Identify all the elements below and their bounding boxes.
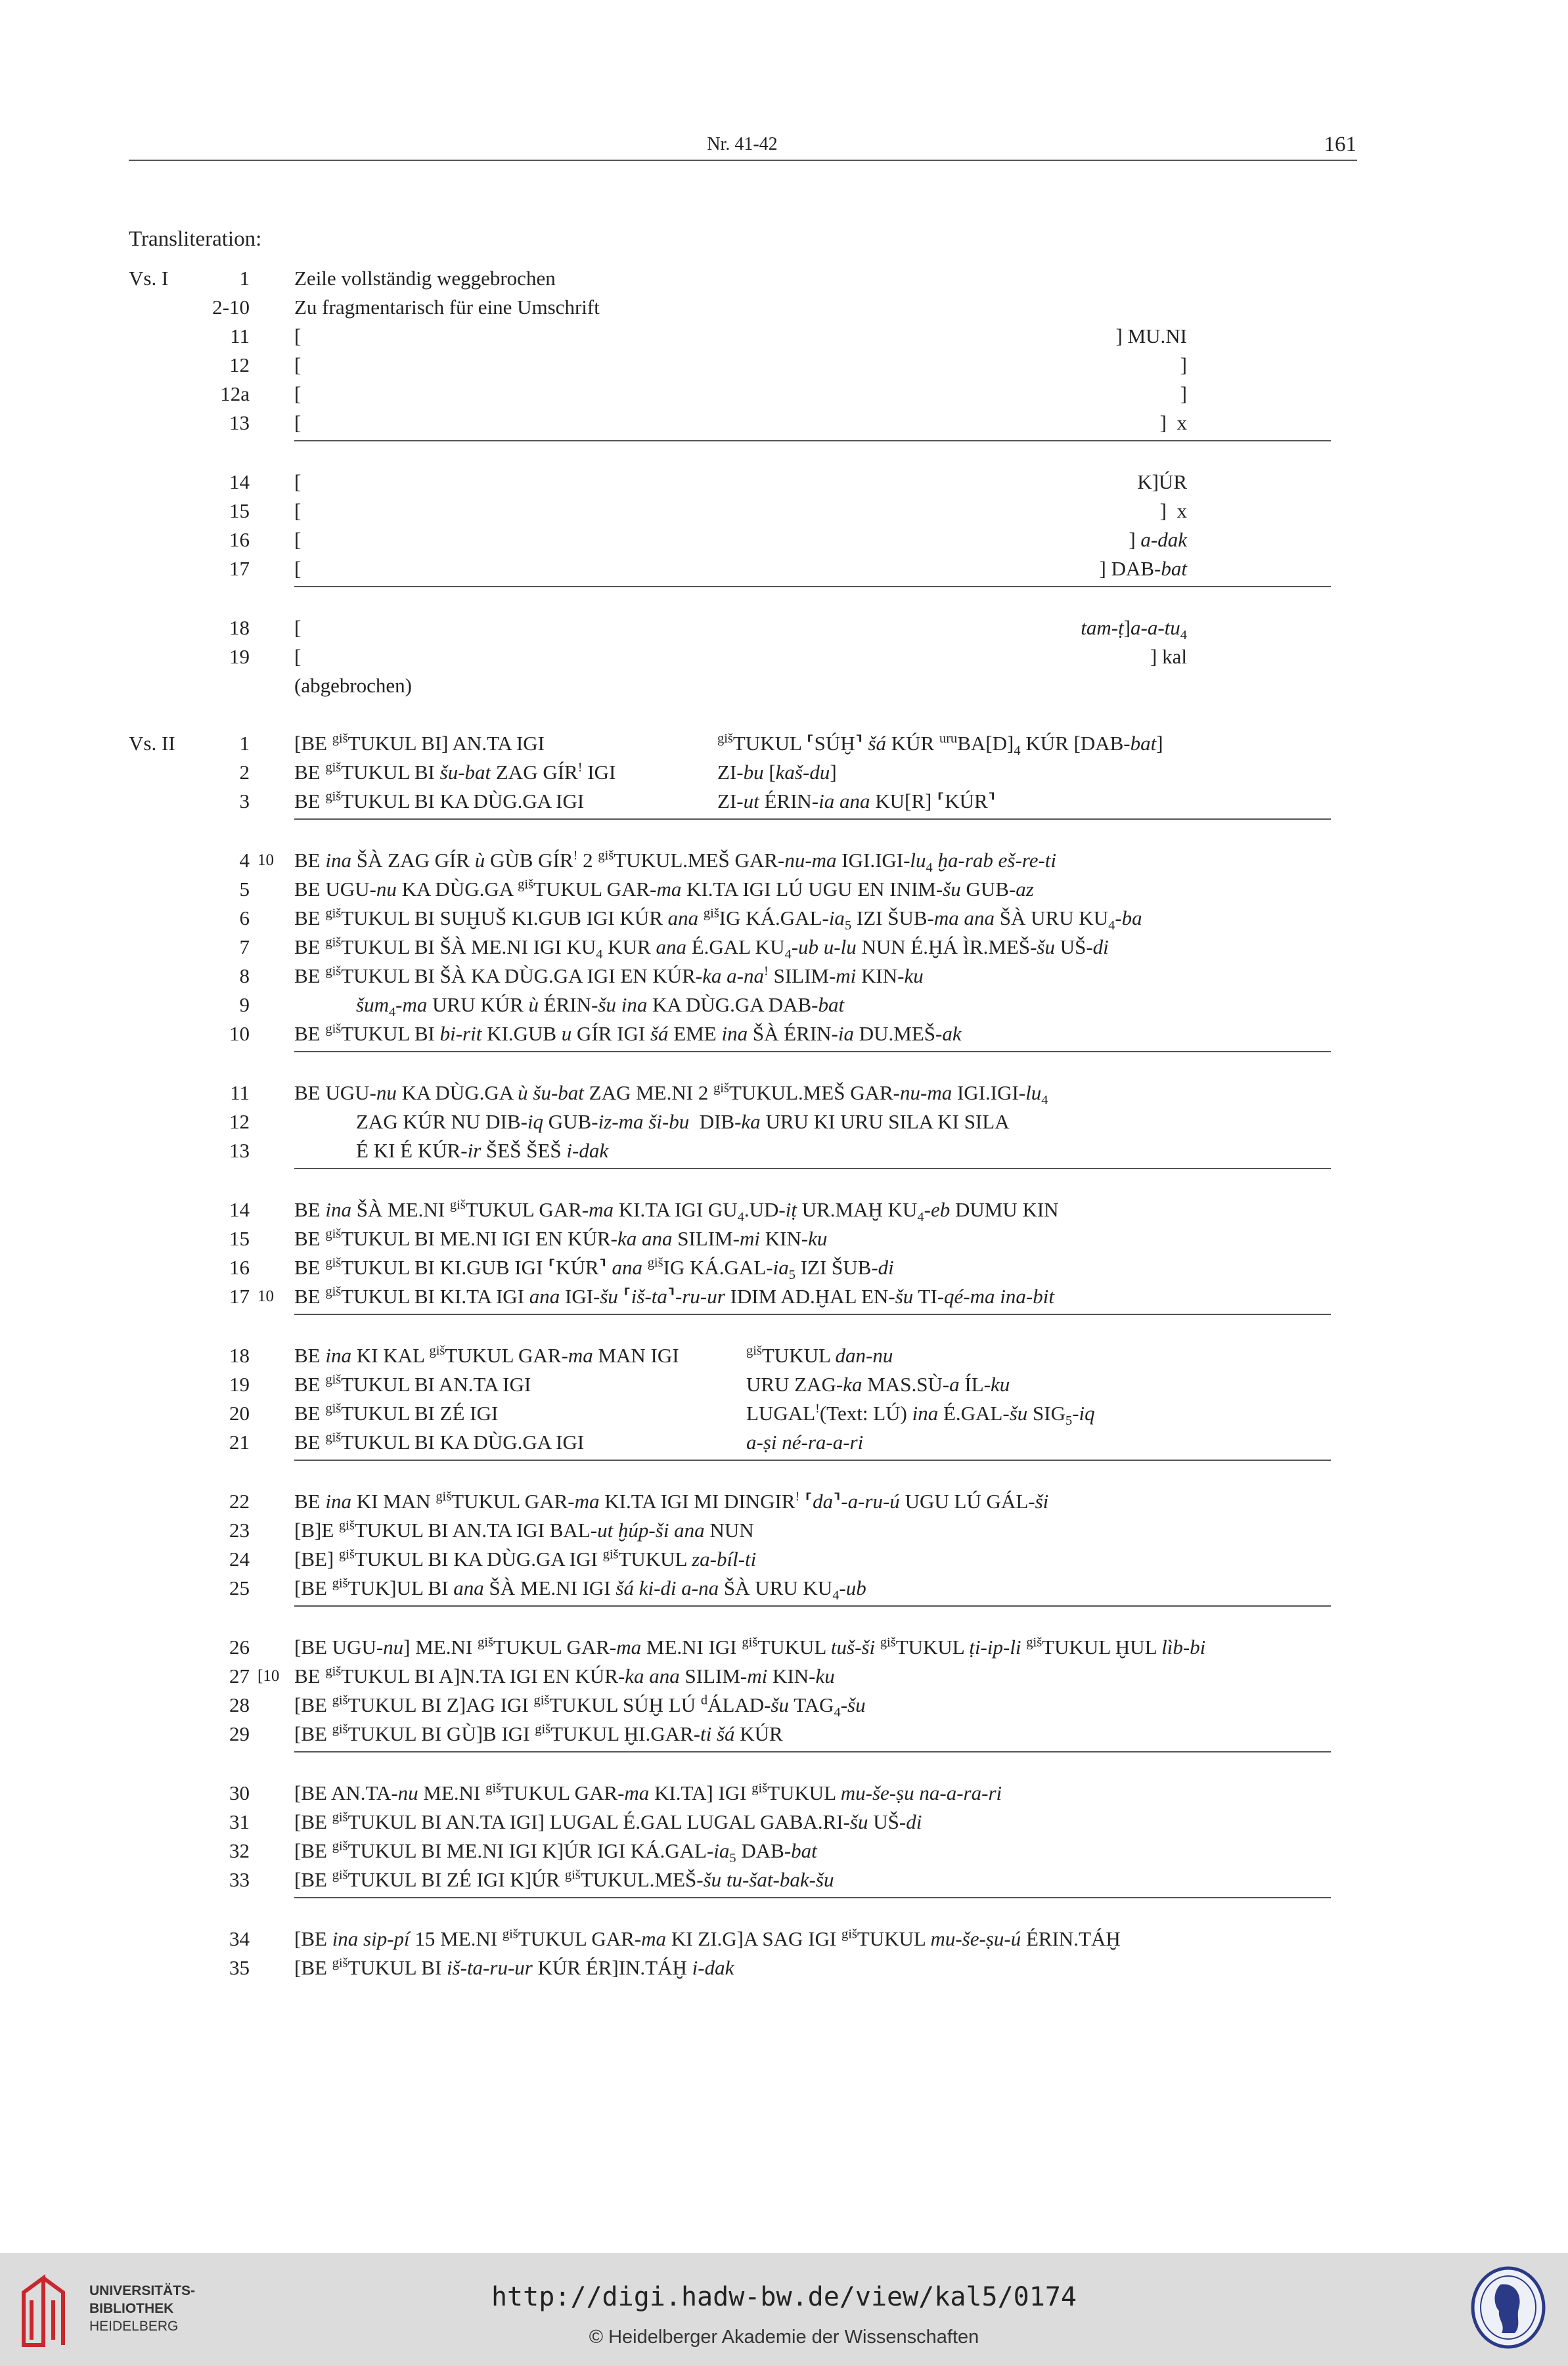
line: 19 [ ] kal [229,645,1187,668]
line: 32 [BE $^{giš}$TUKUL BI ME.NI IGI K]ÚR IGI $KÁ.GAL-ia_5$ DAB-bat [229,1839,817,1866]
line: 15 BE $^{giš}$TUKUL BI ME.NI IGI EN KÚR-ka ana SILIM-mi KIN-ku [229,1226,828,1250]
line: 14 BE ina ŠÀ ME.NI $^{giš}$TUKUL GAR-ma KI.TA IGI $GU_4.UD-iṭ$ UR.MAḪ $KU_4-eb$ DUMU KIN [229,1197,1059,1225]
line: 24 [BE] $^{giš}$TUKUL BI KA DÙG.GA IGI $^{giš}$TUKUL za-bíl-ti [229,1547,757,1571]
section-rule [294,818,1331,820]
line: 23 [B]E $^{giš}$TUKUL BI AN.TA IGI BAL-ut ḫúp-ši ana NUN [229,1518,754,1542]
line: 12a [ ] [220,382,1187,405]
line: 8 BE $^{giš}$TUKUL BI ŠÀ KA DÙG.GA IGI EN KÚR-ka a-na! SILIM-mi KIN-ku [239,964,924,987]
line: 15 [ ] x [229,499,1187,522]
header-rule [129,160,1357,161]
column-label: Vs. I [129,267,169,290]
line: 19 BE $^{giš}$TUKUL BI AN.TA IGI URU ZAG-ka MAS.SÙ-a ÍL-ku [229,1372,1010,1396]
line: 12 [ ] [229,353,1187,376]
copyright-text: © Heidelberger Akademie der Wissenschaften [589,2327,979,2348]
academy-seal-icon [1469,2265,1548,2354]
line: 7 BE $^{giš}$TUKUL BI ŠÀ ME.NI IGI $KU_4$ KUR ana É.GAL $KU_4-ub$ u-lu NUN É.ḪÁ ÌR.MEŠ-šu UŠ-di [239,935,1109,962]
line: 13 [ ] x [229,411,1187,434]
line: 14 [ K]ÚR [229,470,1187,493]
line: 29 [BE $^{giš}$TUKUL BI GÙ]B IGI $^{giš}$TUKUL ḪI.GAR-ti šá KÚR [229,1722,783,1745]
section-rule [294,1460,1331,1461]
column-label: Vs. II [129,732,175,755]
library-name: UNIVERSITÄTS- BIBLIOTHEK HEIDELBERG [89,2283,196,2334]
line: Vs. II 1 [BE $^{giš}$TUKUL BI] AN.TA IGI $^{giš}$TUKUL ⸢SÚḪ⸣ šá KÚR $^{uru}BA[D]_4$ KÚR [DAB-bat] [0,729,1568,758]
section-rule [294,1314,1331,1315]
line: 16 [ ] a-dak [229,528,1187,551]
line: 13 É KI É KÚR-ir ŠEŠ ŠEŠ i-dak [229,1139,609,1162]
line: 5 BE UGU-nu KA DÙG.GA $^{giš}$TUKUL GAR-ma KI.TA IGI LÚ UGU EN INIM-šu GUB-az [239,877,1034,901]
section-rule [294,1897,1331,1898]
source-url-link[interactable]: http://digi.hadw-bw.de/view/kal5/0174 [491,2282,1077,2312]
line: 12 ZAG KÚR NU DIB-iq GUB-iz-ma ši-bu DIB-ka URU KI URU SILA KI SILA [229,1110,1010,1133]
section-rule [294,1168,1331,1169]
line: 22 BE ina KI MAN $^{giš}$TUKUL GAR-ma KI.TA IGI MI DINGIR! ⸢da⸣-a-ru-ú UGU LÚ GÁL-ši [229,1489,1049,1513]
line: 27 [10 BE $^{giš}$TUKUL BI A]N.TA IGI EN KÚR-ka ana SILIM-mi KIN-ku [229,1664,835,1687]
line: 16 BE $^{giš}$TUKUL BI KI.GUB IGI ⸢KÚR⸣ ana $^{giš}$IG $KÁ.GAL-ia_5$ IZI ŠUB-di [229,1255,894,1283]
line: 11 BE UGU-nu KA DÙG.GA ù šu-bat ZAG ME.NI 2 $^{giš}$TUKUL.MEŠ GAR-nu-ma $IGI.IGI-lu_4$ [230,1081,1048,1108]
line: 17 10 BE $^{giš}$TUKUL BI KI.TA IGI ana IGI-šu ⸢iš-ta⸣-ru-ur IDIM AD.ḪAL EN-šu TI-qé-ma ina-bit [229,1284,1054,1308]
line: 18 [ tam-$ṭ]a-a-tu_4$ [229,616,1187,643]
page-number: 161 [1324,133,1356,156]
line: 20 BE $^{giš}$TUKUL BI ZÉ IGI LUGAL!(Text: LÚ) ina É.GAL-šu $SIG_5-iq$ [229,1401,1095,1429]
footer-bar [0,2253,1568,2366]
line: 2 BE $^{giš}$TUKUL BI šu-bat ZAG GÍR! IGI ZI-bu [kaš-du] [239,760,837,784]
section-rule [294,586,1331,587]
line: 10 BE $^{giš}$TUKUL BI bi-rit KI.GUB u GÍR IGI šá EME ina ŠÀ ÉRIN-ia DU.MEŠ-ak [229,1021,962,1045]
section-rule [294,1605,1331,1607]
line: 2-10 Zu fragmentarisch für eine Umschrift [212,296,600,319]
running-header: Nr. 41-42 [707,134,778,154]
line: 18 BE ina KI KAL $^{giš}$TUKUL GAR-ma MAN IGI $^{giš}$TUKUL dan-nu [229,1343,893,1367]
line: 9 šum$_4$-ma URU KÚR ù ÉRIN-šu ina KA DÙG.GA DAB-bat [239,993,845,1020]
line: 11 [ ] MU.NI [230,324,1187,347]
section-rule [294,1751,1331,1752]
line: 35 [BE $^{giš}$TUKUL BI iš-ta-ru-ur KÚR ÉR]IN.TÁḪ i-dak [229,1955,734,1979]
line: 17 [ ] DAB-bat [229,557,1187,580]
line: (abgebrochen) [294,674,413,697]
line: 4 10 BE ina ŠÀ ZAG GÍR ù GÙB GÍR! 2 $^{giš}$TUKUL.MEŠ GAR-nu-ma $IGI.IGI-lu_4$ ḫa-rab eš-re-ti [239,848,1057,876]
line: Vs. I 1 Zeile vollständig weggebrochen [0,264,1568,293]
line: 26 [BE UGU-nu] ME.NI $^{giš}$TUKUL GAR-ma ME.NI IGI $^{giš}$TUKUL tuš-ši $^{giš}$TUKUL ṭi-ip-li $^{giš}$TUKUL ḪUL lìb-bi [229,1635,1206,1659]
obverse-column-1 [0,264,1568,700]
line: 3 BE $^{giš}$TUKUL BI KA DÙG.GA IGI ZI-ut ÉRIN-ia ana KU[R] ⸢KÚR⸣ [239,789,996,813]
section-rule [294,1051,1331,1052]
line: 33 [BE $^{giš}$TUKUL BI ZÉ IGI K]ÚR $^{giš}$TUKUL.MEŠ-šu tu-šat-bak-šu [229,1867,834,1891]
obverse-column-2 [0,729,1568,1982]
line: 34 [BE ina sip-pí 15 ME.NI $^{giš}$TUKUL GAR-ma KI ZI.G]A SAG IGI $^{giš}$TUKUL mu-še-ṣu-ú ÉRIN.TÁḪ [229,1927,1121,1950]
line: 25 [BE $^{giš}$TUK]UL BI ana ŠÀ ME.NI IGI šá ki-di a-na ŠÀ URU $KU_4-ub$ [229,1576,866,1603]
line: 31 [BE $^{giš}$TUKUL BI AN.TA IGI] LUGAL É.GAL LUGAL GABA.RI-šu UŠ-di [229,1810,922,1833]
section-rule [294,440,1331,441]
line: 28 [BE $^{giš}$TUKUL BI Z]AG IGI $^{giš}$TUKUL SÚḪ LÚ $^d$ÁLAD-šu $TAG_4-šu$ [229,1693,866,1720]
section-heading: Transliteration: [129,227,262,251]
line: 21 BE $^{giš}$TUKUL BI KA DÙG.GA IGI a-ṣi né-ra-a-ri [229,1430,864,1454]
line: 6 BE $^{giš}$TUKUL BI SUḪUŠ KI.GUB IGI KÚR ana $^{giš}$IG $KÁ.GAL-ia_5$ IZI ŠUB-ma ana ŠÀ URU $KU_4-ba$ [239,906,1142,933]
line: 30 [BE AN.TA-nu ME.NI $^{giš}$TUKUL GAR-ma KI.TA] IGI $^{giš}$TUKUL mu-še-ṣu na-a-ra-ri [229,1781,1002,1804]
